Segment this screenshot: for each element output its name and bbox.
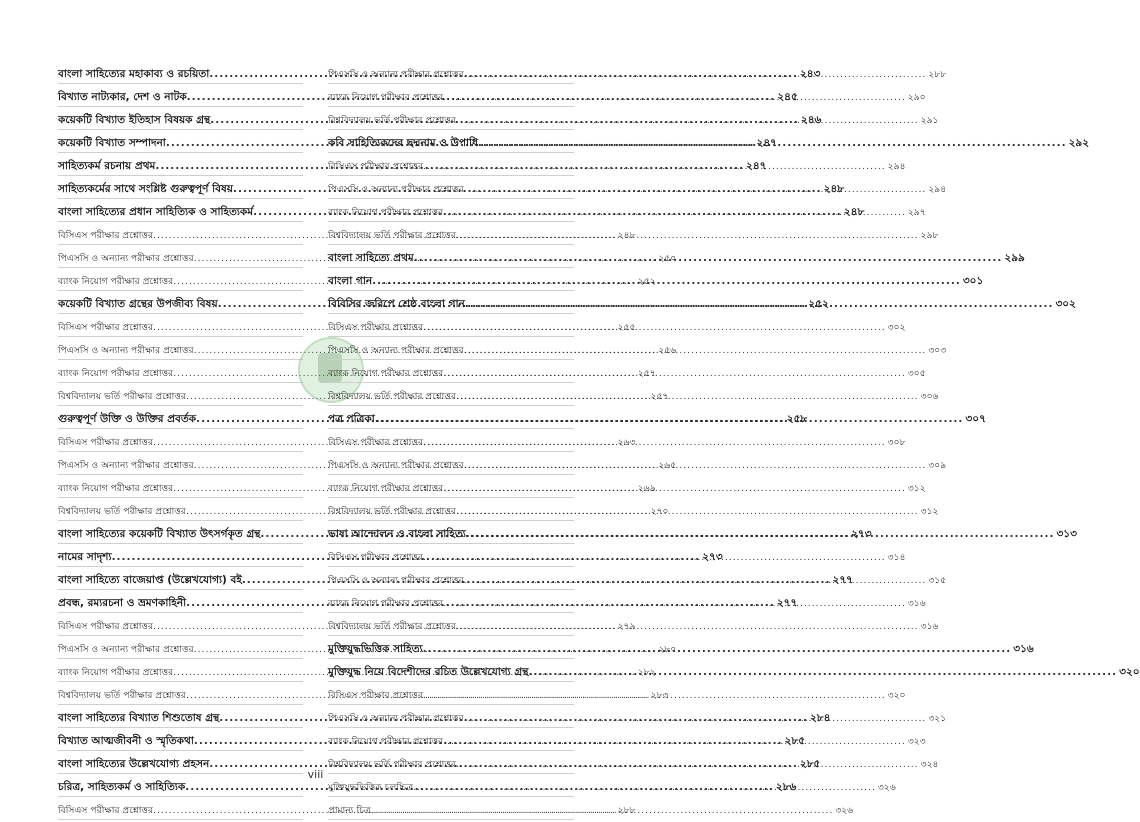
toc-entry-title: পিএসসি ও অন্যান্য পরীক্ষার প্রশ্নোত্তর: [328, 459, 464, 471]
toc-entry-page: ২৪৮: [617, 229, 636, 241]
toc-entry-page: ২৪৬: [800, 113, 822, 126]
toc-entry-title: বিশ্ববিদ্যালয় ভর্তি পরীক্ষার প্রশ্নোত্তর: [328, 390, 456, 402]
toc-entry-page: ৩২৬: [877, 781, 896, 793]
toc-entry-title: বাংলা সাহিত্যে বাজেয়াপ্ত (উল্লেখযোগ্য) বই: [58, 573, 242, 586]
toc-entry-page: ৩০৫: [907, 367, 926, 379]
toc-entry-page: ৩০৮: [887, 436, 906, 448]
toc-entry-page: ২৮৫: [799, 757, 821, 770]
toc-entry-page: ৩০৬: [920, 390, 939, 402]
toc-entry-page: ২৮০: [658, 643, 677, 655]
toc-entry-page: ২৮৬: [775, 780, 797, 793]
toc-leader-dots: [423, 643, 1012, 656]
toc-entry-title: বিশ্ববিদ্যালয় ভর্তি পরীক্ষার প্রশ্নোত্তর: [328, 758, 456, 770]
toc-entry-page: ২৪৭: [756, 136, 777, 149]
toc-entry-title: নামের সাদৃশ্য: [58, 550, 112, 563]
toc-entry-page: ২৯৯: [1004, 251, 1025, 264]
toc-entry-page: ৩২৪: [920, 758, 939, 770]
toc-entry: [58, 316, 636, 337]
toc-entry-title: ব্যাংক নিয়োগ পরীক্ষার প্রশ্নোত্তর: [328, 482, 444, 494]
toc-entry-page: ২৪৮: [823, 182, 845, 195]
toc-entry-page: ৩২৩: [907, 735, 926, 747]
toc-entry-title: ব্যাংক নিয়োগ পরীক্ষার প্রশ্নোত্তর: [328, 367, 444, 379]
toc-entry-title: বিসিএস পরীক্ষার প্রশ্নোত্তর: [58, 229, 154, 241]
toc-entry-title: কবি সাহিত্যিকদের ছদ্মনাম ও উপাধি: [328, 136, 478, 149]
toc-entry-page: ৩০২: [1055, 297, 1076, 310]
toc-entry-page: ৩১৬: [920, 620, 939, 632]
toc-entry-title: বিসিএস পরীক্ষার প্রশ্নোত্তর: [328, 436, 424, 448]
toc-entry-title: বাংলা সাহিত্যের মহাকাব্য ও রচয়িতা: [58, 67, 210, 80]
toc-entry-title: ভাষা আন্দোলন ও বাংলা সাহিত্য: [328, 527, 466, 540]
toc-leader-dots: [443, 367, 906, 380]
toc-entry-title: পিএসসি ও অন্যান্য পরীক্ষার প্রশ্নোত্তর: [58, 252, 194, 264]
toc-entry-page: ২৮৮: [928, 68, 947, 80]
toc-leader-dots: [478, 137, 1067, 150]
toc-leader-dots: [464, 344, 927, 357]
toc-entry-title: বিসিএস পরীক্ষার প্রশ্নোত্তর: [58, 436, 154, 448]
toc-entry-page: ৩১৫: [928, 574, 947, 586]
toc-entry-page: ৩০১: [962, 274, 984, 287]
toc-entry-title: ব্যাংক নিয়োগ পরীক্ষার প্রশ্নোত্তর: [328, 91, 444, 103]
toc-entry-page: ৩২০: [887, 689, 906, 701]
toc-leader-dots: [371, 804, 834, 817]
toc-leader-dots: [372, 275, 961, 288]
toc-entry-page: ২৯৪: [928, 183, 947, 195]
toc-entry-page: ২৭০: [650, 505, 669, 517]
toc-entry-title: প্রবন্ধ, রম্যরচনা ও ভ্রমণকাহিনী: [58, 596, 187, 609]
toc-leader-dots: [423, 321, 886, 334]
toc-entry-page: ২৬৩: [617, 436, 636, 448]
toc-leader-dots: [456, 229, 919, 242]
toc-entry-title: কয়েকটি বিখ্যাত ইতিহাস বিষয়ক গ্রন্থ: [58, 113, 211, 126]
toc-entry-title: বিশ্ববিদ্যালয় ভর্তি পরীক্ষার প্রশ্নোত্তর: [328, 114, 456, 126]
toc-entry-title: গুরুত্বপূর্ণ উক্তি ও উক্তির প্রবর্তক: [58, 412, 197, 425]
toc-leader-dots: [443, 91, 906, 104]
toc-entry-title: কয়েকটি বিখ্যাত গ্রন্থের উপজীব্য বিষয়: [58, 297, 218, 310]
toc-entry-title: সাহিত্যকর্মের সাথে সংশ্লিষ্ট গুরুত্বপূর্ণ বিষয়: [58, 182, 233, 195]
toc-entry-page: ৩২০: [1119, 665, 1140, 678]
toc-leader-dots: [443, 482, 906, 495]
toc-entry-title: বিশ্ববিদ্যালয় ভর্তি পরীক্ষার প্রশ্নোত্তর: [58, 505, 186, 517]
toc-entry-title: পিএসসি ও অন্যান্য পরীক্ষার প্রশ্নোত্তর: [328, 574, 464, 586]
toc-entry-title: বাংলা গান: [328, 274, 373, 287]
toc-entry-title: মুক্তিযুদ্ধভিত্তিক সাহিত্য: [328, 642, 423, 655]
toc-leader-dots: [423, 160, 886, 173]
toc-entry: [58, 339, 677, 360]
toc-entry-page: ২৫২: [808, 297, 829, 310]
toc-leader-dots: [423, 689, 886, 702]
toc-entry-page: ২৮৪: [809, 711, 831, 724]
toc-entry-title: বিশ্ববিদ্যালয় ভর্তি পরীক্ষার প্রশ্নোত্তর: [58, 390, 186, 402]
toc-entry-title: ব্যাংক নিয়োগ পরীক্ষার প্রশ্নোত্তর: [58, 666, 174, 678]
toc-entry-title: পিএসসি ও অন্যান্য পরীক্ষার প্রশ্নোত্তর: [328, 344, 464, 356]
toc-entry: [58, 431, 636, 452]
toc-leader-dots: [464, 574, 927, 587]
toc-entry-title: বিসিএস পরীক্ষার প্রশ্নোত্তর: [328, 321, 424, 333]
toc-entry-page: ৩১৪: [887, 551, 906, 563]
toc-entry-page: ৩২১: [928, 712, 947, 724]
toc-entry-title: বাংলা সাহিত্যের কয়েকটি বিখ্যাত উৎসর্গকৃত গ্রন্থ: [58, 527, 261, 540]
toc-entry-title: বিসিএস পরীক্ষার প্রশ্নোত্তর: [58, 804, 154, 816]
toc-entry-page: ৩০২: [887, 321, 906, 333]
toc-leader-dots: [464, 459, 927, 472]
toc-entry-title: বিসিএস পরীক্ষার প্রশ্নোত্তর: [328, 689, 424, 701]
toc-entry-title: বিবিসির জরিপে শ্রেষ্ঠ বাংলা গান: [328, 297, 465, 310]
toc-leader-dots: [464, 183, 927, 196]
toc-leader-dots: [464, 712, 927, 725]
toc-entry-title: মুক্তিযুদ্ধ নিয়ে বিদেশীদের রচিত উল্লেখযোগ্য গ্রন্থ: [328, 665, 529, 678]
toc-leader-dots: [456, 620, 919, 633]
toc-entry-title: প্রামান্য চিত্র: [328, 804, 371, 816]
toc-entry-title: বিশ্ববিদ্যালয় ভর্তি পরীক্ষার প্রশ্নোত্তর: [328, 505, 456, 517]
toc-leader-dots: [413, 781, 876, 794]
toc-entry-page: ২৫৬: [658, 344, 677, 356]
toc-entry-title: বিসিএস পরীক্ষার প্রশ্নোত্তর: [58, 620, 154, 632]
toc-entry-page: ২৫৭: [650, 390, 669, 402]
toc-entry-title: ব্যাংক নিয়োগ পরীক্ষার প্রশ্নোত্তর: [328, 206, 444, 218]
toc-leader-dots: [423, 551, 886, 564]
toc-entry-title: বিসিএস পরীক্ষার প্রশ্নোত্তর: [328, 160, 424, 172]
toc-entry-title: বাংলা সাহিত্যে প্রথম: [328, 251, 414, 264]
toc-leader-dots: [375, 413, 964, 426]
toc-entry-page: ২৮২: [637, 666, 656, 678]
toc-leader-dots: [464, 68, 927, 81]
toc-entry-title: সাহিত্যকর্ম রচনায় প্রথম: [58, 159, 156, 172]
toc-entry: [58, 454, 677, 475]
toc-entry-title: বাংলা সাহিত্যের প্রধান সাহিত্যিক ও সাহিত্যকর্ম: [58, 205, 254, 218]
toc-entry-page: ২৯০: [907, 91, 926, 103]
toc-leader-dots: [456, 390, 919, 403]
toc-entry-title: বিসিএস পরীক্ষার প্রশ্নোত্তর: [58, 321, 154, 333]
toc-entry-page: ৩১৬: [1013, 642, 1034, 655]
toc-leader-dots: [443, 597, 906, 610]
toc-entry-title: ব্যাংক নিয়োগ পরীক্ষার প্রশ্নোত্তর: [58, 367, 174, 379]
toc-entry-page: ২৭৩: [702, 550, 723, 563]
toc-entry-page: ২৪৮: [843, 205, 865, 218]
toc-leader-dots: [528, 666, 1117, 679]
toc-entry-title: বিখ্যাত নাট্যকার, দেশ ও নাটক: [58, 90, 187, 103]
toc-entry-page: ২৫৫: [617, 321, 636, 333]
toc-entry-title: চরিত্র, সাহিত্যকর্ম ও সাহিত্যিক: [58, 780, 186, 793]
toc-leader-dots: [443, 735, 906, 748]
toc-entry-page: ২৭৭: [776, 596, 798, 609]
toc-entry-page: ৩১২: [907, 482, 926, 494]
toc-entry-page: ৩১৩: [1056, 527, 1077, 540]
toc-entry-page: ২৫০: [658, 252, 677, 264]
toc-entry-title: বাংলা সাহিত্যের বিখ্যাত শিশুতোষ গ্রন্থ: [58, 711, 220, 724]
toc-leader-dots: [456, 114, 919, 127]
toc-entry-page: ৩২৬: [835, 804, 854, 816]
toc-entry-page: ৩০৯: [928, 459, 947, 471]
toc-entry: [58, 385, 669, 406]
toc-leader-dots: [465, 298, 1054, 311]
toc-entry-page: ৩০৩: [928, 344, 947, 356]
toc-entry: [58, 477, 656, 498]
toc-entry-page: ২৯৮: [920, 229, 939, 241]
toc-entry-title: পিএসসি ও অন্যান্য পরীক্ষার প্রশ্নোত্তর: [328, 68, 464, 80]
toc-entry-page: ২৮৩: [650, 689, 669, 701]
toc-entry: [58, 362, 656, 383]
toc-leader-dots: [443, 206, 906, 219]
toc-entry-title: বিশ্ববিদ্যালয় ভর্তি পরীক্ষার প্রশ্নোত্তর: [58, 689, 186, 701]
toc-entry-page: ২৮৫: [784, 734, 806, 747]
toc-entry-title: ব্যাংক নিয়োগ পরীক্ষার প্রশ্নোত্তর: [58, 275, 174, 287]
toc-entry-page: ২৪৭: [746, 159, 767, 172]
toc-leader-dots: [466, 528, 1055, 541]
toc-leader-dots: [414, 252, 1003, 265]
toc-entry-title: বিশ্ববিদ্যালয় ভর্তি পরীক্ষার প্রশ্নোত্তর: [328, 229, 456, 241]
toc-entry-page: ২৯৪: [887, 160, 906, 172]
toc-entry-page: ২৫৮: [786, 412, 808, 425]
toc-entry-title: বিখ্যাত আত্মজীবনী ও স্মৃতিকথা: [58, 734, 194, 747]
toc-entry-title: ব্যাংক নিয়োগ পরীক্ষার প্রশ্নোত্তর: [328, 735, 444, 747]
toc-entry-page: ২৪৫: [777, 90, 798, 103]
toc-entry-page: ২৯১: [920, 114, 939, 126]
toc-entry-title: পিএসসি ও অন্যান্য পরীক্ষার প্রশ্নোত্তর: [328, 183, 464, 195]
toc-entry-title: পিএসসি ও অন্যান্য পরীক্ষার প্রশ্নোত্তর: [58, 344, 194, 356]
page-number: viii: [307, 768, 324, 781]
toc-entry-title: মুক্তিযুদ্ধভিত্তিক চলচ্চিত্র: [328, 781, 414, 793]
toc-leader-dots: [423, 436, 886, 449]
toc-entry-title: পত্র পত্রিকা: [328, 412, 375, 425]
toc-entry-title: ব্যাংক নিয়োগ পরীক্ষার প্রশ্নোত্তর: [58, 482, 174, 494]
toc-entry-page: ২৯৭: [907, 206, 926, 218]
toc-entry-page: ২৬৫: [658, 459, 677, 471]
toc-entry-page: ২৭৯: [617, 620, 636, 632]
toc-entry-page: ৩০৭: [965, 412, 986, 425]
toc-entry-title: বাংলা সাহিত্যের উল্লেখযোগ্য প্রহসন: [58, 757, 210, 770]
toc-entry-title: কয়েকটি বিখ্যাত সম্পাদনা: [58, 136, 166, 149]
toc-leader-dots: [456, 505, 919, 518]
toc-entry: [58, 500, 669, 521]
toc-entry-page: ৩১২: [920, 505, 939, 517]
toc-entry-page: ২৯২: [1068, 136, 1090, 149]
toc-entry-title: পিএসসি ও অন্যান্য পরীক্ষার প্রশ্নোত্তর: [58, 459, 194, 471]
toc-entry-page: ২৫২: [637, 275, 656, 287]
toc-entry-title: বিশ্ববিদ্যালয় ভর্তি পরীক্ষার প্রশ্নোত্তর: [328, 620, 456, 632]
toc-entry-page: ২৭৭: [832, 573, 853, 586]
toc-entry-page: ২৪৩: [799, 67, 821, 80]
toc-entry-page: ২৬৯: [637, 482, 656, 494]
toc-entry-page: ২৭৩: [851, 527, 872, 540]
toc-entry-page: ৩১৬: [907, 597, 926, 609]
toc-entry-page: ২৮৮: [617, 804, 636, 816]
toc-entry-title: পিএসসি ও অন্যান্য পরীক্ষার প্রশ্নোত্তর: [58, 643, 194, 655]
toc-entry-title: বিসিএস পরীক্ষার প্রশ্নোত্তর: [328, 551, 424, 563]
toc-entry-title: পিএসসি ও অন্যান্য পরীক্ষার প্রশ্নোত্তর: [328, 712, 464, 724]
toc-entry-page: ২৫৭: [637, 367, 656, 379]
toc-entry-title: ব্যাংক নিয়োগ পরীক্ষার প্রশ্নোত্তর: [328, 597, 444, 609]
